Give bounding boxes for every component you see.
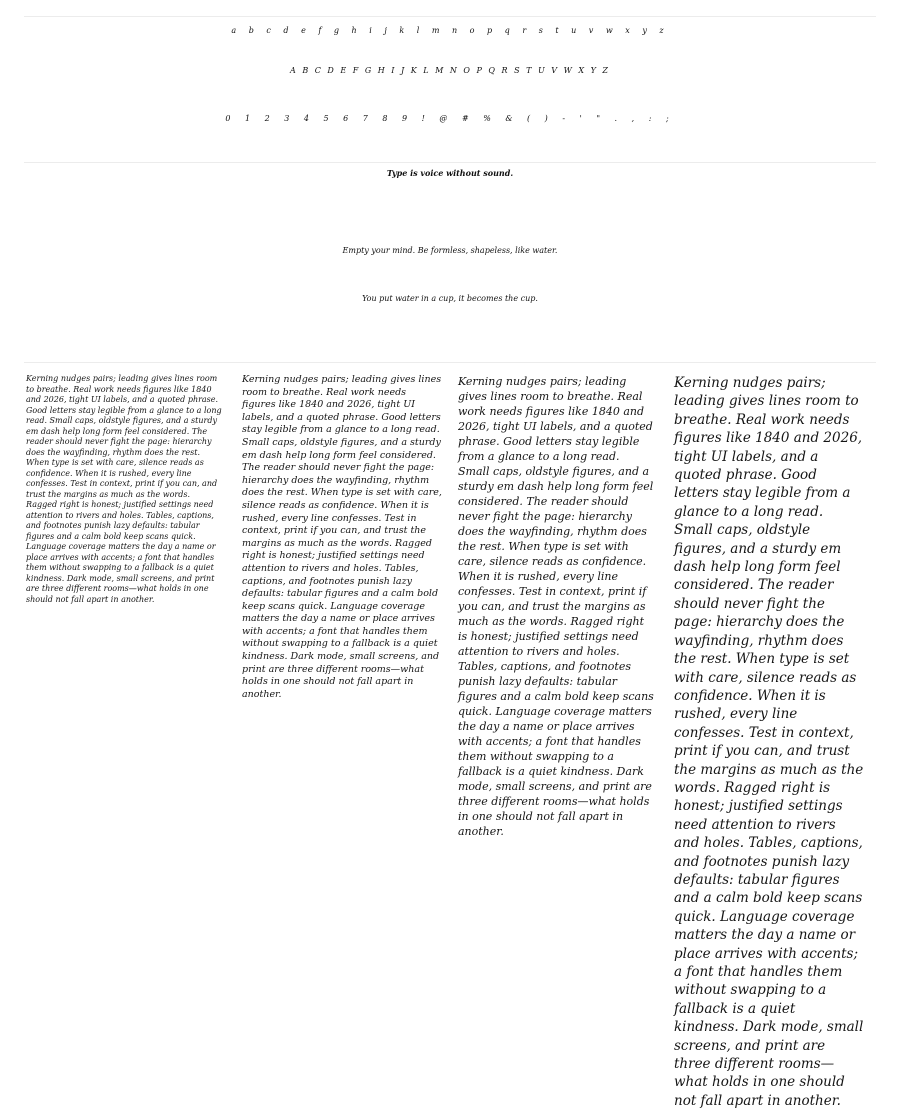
paragraph-text: Kerning nudges pairs; leading gives lines room to breathe. Real work needs figures like 1840 and 2026, tight UI labels, and a quoted phrase. Good letters stay legible from a glance to a long read. Small caps, oldstyle figures, and a sturdy em dash help long form feel considered. The reader should never fight the page: hierarchy does the wayfinding, rhythm does the rest. When type is set with care, silence reads as confidence. When it is rushed, every line confesses. Test in context, print if you can, and trust the margins as much as the words. Ragged right is honest; justified settings need attention to rivers and holes. Tables, captions, and footnotes punish lazy defaults: tabular figures and a calm bold keep scans quick. Language coverage matters the day a name or place arrives with accents; a font that handles them without swapping to a fallback is a quiet kindness. Dark mode, small screens, and print are three different rooms—what holds in one should not fall apart in another. [674,375,864,1109]
paragraph-text: Kerning nudges pairs; leading gives lines room to breathe. Real work needs figures like 1840 and 2026, tight UI labels, and a quoted phrase. Good letters stay legible from a glance to a long read. Small caps, oldstyle figures, and a sturdy em dash help long form feel considered. The reader should never fight the page: hierarchy does the wayfinding, rhythm does the rest. When type is set with care, silence reads as confidence. When it is rushed, every line confesses. Test in context, print if you can, and trust the margins as much as the words. Ragged right is honest; justified settings need attention to rivers and holes. Tables, captions, and footnotes punish lazy defaults: tabular figures and a calm bold keep scans quick. Language coverage matters the day a name or place arrives with accents; a font that handles them without swapping to a fallback is a quiet kindness. Dark mode, small screens, and print are three different rooms—what holds in one should not fall apart in another. [458,375,654,838]
paragraph-column-large [458,374,654,838]
paragraph-text: Kerning nudges pairs; leading gives lines room to breathe. Real work needs figures like 1840 and 2026, tight UI labels, and a quoted phrase. Good letters stay legible from a glance to a long read. Small caps, oldstyle figures, and a sturdy em dash help long form feel considered. The reader should never fight the page: hierarchy does the wayfinding, rhythm does the rest. When type is set with care, silence reads as confidence. When it is rushed, every line confesses. Test in context, print if you can, and trust the margins as much as the words. Ragged right is honest; justified settings need attention to rivers and holes. Tables, captions, and footnotes punish lazy defaults: tabular figures and a calm bold keep scans quick. Language coverage matters the day a name or place arrives with accents; a font that handles them without swapping to a fallback is a quiet kindness. Dark mode, small screens, and print are three different rooms—what holds in one should not fall apart in another. [26,374,222,604]
sample-line-2: Empty your mind. Be formless, shapeless, like water. [342,246,558,255]
lowercase-alphabet: a b c d e f g h i j k l m n o p q r s t u v w x y z [231,26,669,35]
divider-samples [24,362,876,363]
divider-top [24,16,876,17]
paragraph-column-medium [242,374,442,700]
uppercase-alphabet: A B C D E F G H I J K L M N O P Q R S T U V W X Y Z [290,66,610,75]
paragraph-text: Kerning nudges pairs; leading gives lines room to breathe. Real work needs figures like 1840 and 2026, tight UI labels, and a quoted phrase. Good letters stay legible from a glance to a long read. Small caps, oldstyle figures, and a sturdy em dash help long form feel considered. The reader should never fight the page: hierarchy does the wayfinding, rhythm does the rest. When type is set with care, silence reads as confidence. When it is rushed, every line confesses. Test in context, print if you can, and trust the margins as much as the words. Ragged right is honest; justified settings need attention to rivers and holes. Tables, captions, and footnotes punish lazy defaults: tabular figures and a calm bold keep scans quick. Language coverage matters the day a name or place arrives with accents; a font that handles them without swapping to a fallback is a quiet kindness. Dark mode, small screens, and print are three different rooms—what holds in one should not fall apart in another. [242,374,442,700]
headline-sample: Type is voice without sound. [386,168,514,178]
figures-and-punctuation: 0 1 2 3 4 5 6 7 8 9 ! @ # % & ( ) - ' " . , : ; [225,114,675,123]
sample-line-3: You put water in a cup, it becomes the cup. [362,294,538,303]
paragraph-column-xlarge [674,374,864,1109]
divider-glyphs [24,162,876,163]
paragraph-column-small [26,374,222,632]
